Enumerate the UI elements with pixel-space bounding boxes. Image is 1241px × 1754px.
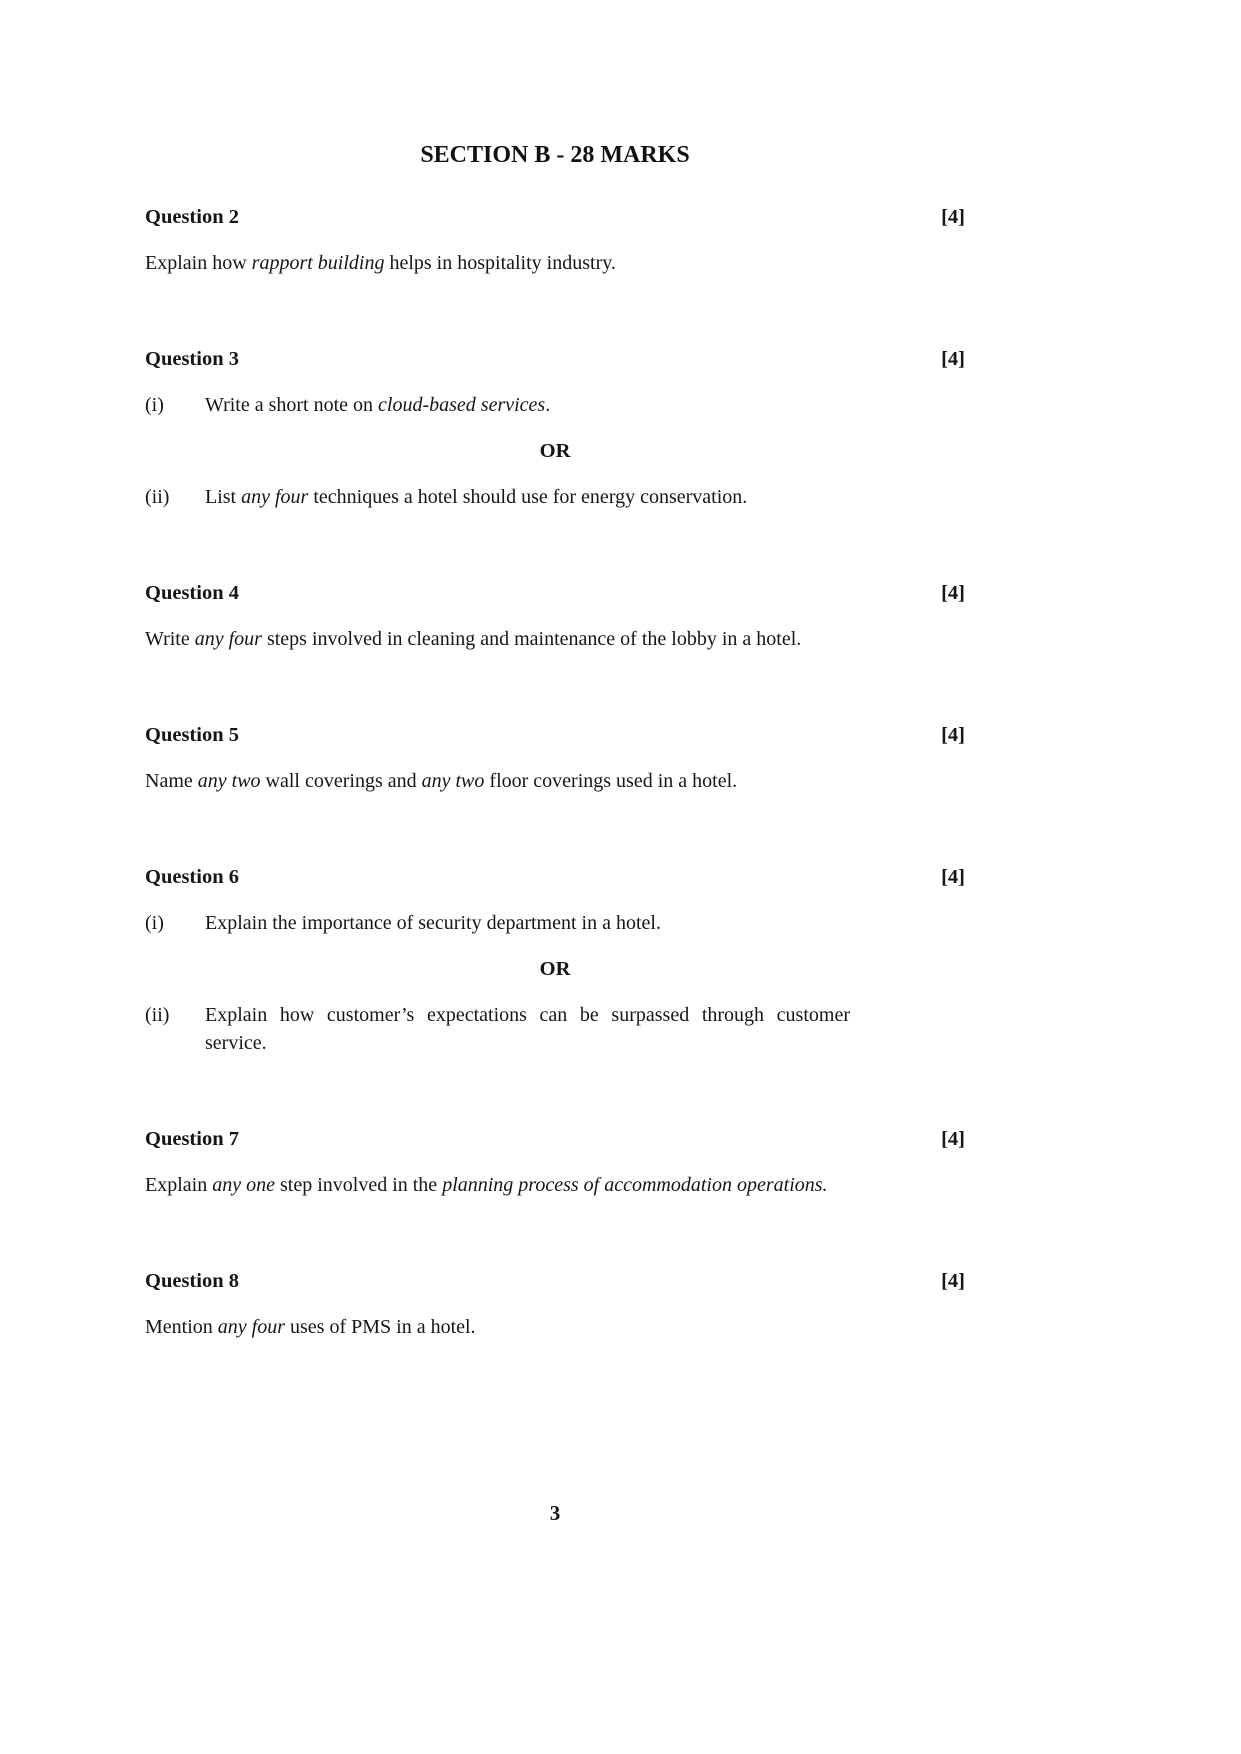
- part-label: (i): [145, 912, 164, 934]
- question-heading-row: [145, 721, 965, 749]
- question-text: Explain the importance of security department in a hotel.: [205, 912, 661, 934]
- or-divider: OR: [539, 958, 571, 980]
- or-divider: OR: [539, 440, 571, 462]
- question-2: [145, 203, 965, 277]
- question-heading: Question 2: [145, 206, 239, 228]
- question-text: Write any four steps involved in cleaning and maintenance of the lobby in a hotel.: [145, 628, 802, 650]
- marks-label: [4]: [941, 724, 965, 746]
- question-heading-row: [145, 579, 965, 607]
- page-number: 3: [549, 1501, 561, 1525]
- question-heading-row: [145, 1125, 965, 1153]
- question-part-ii: [145, 1001, 965, 1057]
- marks-label: [4]: [941, 582, 965, 604]
- question-text: Explain any one step involved in the planning process of accommodation operations.: [145, 1174, 828, 1196]
- question-heading-row: [145, 1267, 965, 1295]
- question-part-i: [145, 391, 965, 419]
- question-text: Name any two wall coverings and any two floor coverings used in a hotel.: [145, 770, 738, 792]
- question-heading: Question 4: [145, 582, 239, 604]
- question-heading: Question 8: [145, 1270, 239, 1292]
- marks-label: [4]: [941, 348, 965, 370]
- question-3: [145, 345, 965, 511]
- marks-label: [4]: [941, 866, 965, 888]
- question-6: [145, 863, 965, 1057]
- question-heading-row: [145, 203, 965, 231]
- question-heading: Question 6: [145, 866, 239, 888]
- section-title: SECTION B - 28 MARKS: [420, 142, 690, 168]
- question-text: Explain how rapport building helps in hospitality industry.: [145, 252, 616, 274]
- part-label: (i): [145, 394, 164, 416]
- part-label: (ii): [145, 486, 170, 508]
- question-8: [145, 1267, 965, 1341]
- question-part-i: [145, 909, 965, 937]
- part-label: (ii): [145, 1004, 170, 1026]
- question-heading-row: [145, 345, 965, 373]
- question-part-ii: [145, 483, 965, 511]
- question-7: [145, 1125, 965, 1199]
- question-heading: Question 3: [145, 348, 239, 370]
- question-text: Explain how customer’s expectations can be surpassed through customer service.: [205, 1004, 850, 1054]
- question-4: [145, 579, 965, 653]
- question-heading-row: [145, 863, 965, 891]
- question-text: Mention any four uses of PMS in a hotel.: [145, 1316, 476, 1338]
- question-text: List any four techniques a hotel should use for energy conservation.: [205, 486, 748, 508]
- marks-label: [4]: [941, 206, 965, 228]
- question-5: [145, 721, 965, 795]
- marks-label: [4]: [941, 1270, 965, 1292]
- question-text: Write a short note on cloud-based services.: [205, 394, 551, 416]
- question-heading: Question 5: [145, 724, 239, 746]
- question-heading: Question 7: [145, 1128, 239, 1150]
- marks-label: [4]: [941, 1128, 965, 1150]
